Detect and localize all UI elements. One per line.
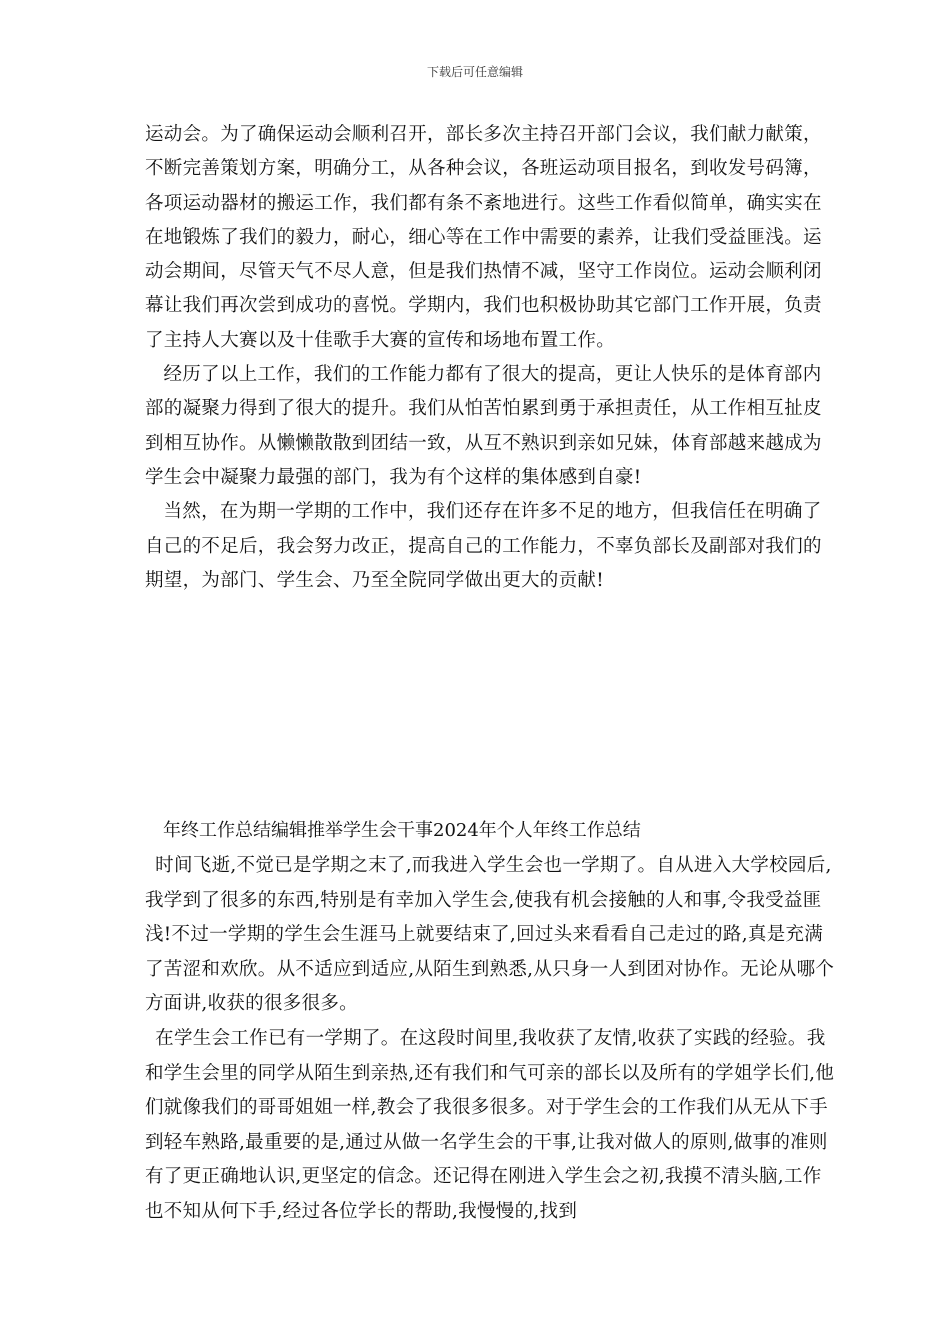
page-header-note: 下载后可任意编辑 [426,65,523,79]
paragraph-shortcomings: 当然，在为期一学期的工作中，我们还存在许多不足的地方，但我信任在明确了自己的不足后，我会努力改正，提高自己的工作能力，不辜负部长及副部对我们的期望，为部门、学生会、乃至全院同学做出更大的贡献! [145,501,822,591]
paragraph-sports-meet: 运动会。为了确保运动会顺利召开，部长多次主持召开部门会议，我们献力献策，不断完善策划方案，明确分工，从各种会议，各班运动项目报名，到收发号码簿，各项运动器材的搬运工作，我们都有条不紊地进行。这些工作看似简单，确实实在在地锻炼了我们的毅力，耐心，细心等在工作中需要的素养，让我们受益匪浅。运动会期间，尽管天气不尽人意，但是我们热情不减，坚守工作岗位。运动会顺利闭幕让我们再次尝到成功的喜悦。学期内，我们也积极协助其它部门工作开展，负责了主持人大赛以及十佳歌手大赛的宣传和场地布置工作。 [145,124,822,351]
report-continuation [145,118,835,598]
paragraph-time-flies: 时间飞逝,不觉已是学期之末了,而我进入学生会也一学期了。自从进入大学校园后,我学到了很多的东西,特别是有幸加入学生会,使我有机会接触的人和事,令我受益匪浅!不过一学期的学生会生涯马上就要结束了,回过头来看看自己走过的路,真是充满了苦涩和欢欣。从不适应到适应,从陌生到熟悉,从只身一人到团对协作。无论从哪个方面讲,收获的很多很多。 [145,855,835,1015]
paragraph-student-union-work: 在学生会工作已有一学期了。在这段时间里,我收获了友情,收获了实践的经验。我和学生会里的同学从陌生到亲热,还有我们和气可亲的部长以及所有的学姐学长们,他们就像我们的哥哥姐姐一样,教会了我很多很多。对于学生会的工作我们从无从下手到轻车熟路,最重要的是,通过从做一名学生会的干事,让我对做人的原则,做事的准则有了更正确地认识,更坚定的信念。还记得在刚进入学生会之初,我摸不清头脑,工作也不知从何下手,经过各位学长的帮助,我慢慢的,找到 [145,1027,835,1222]
article-title: 年终工作总结编辑推举学生会干事2024年个人年终工作总结 [163,820,641,841]
second-article [145,813,835,1230]
paragraph-teamwork-growth: 经历了以上工作，我们的工作能力都有了很大的提高，更让人快乐的是体育部内部的凝聚力得到了很大的提升。我们从怕苦怕累到勇于承担责任，从工作相互扯皮到相互协作。从懒懒散散到团结一致，从互不熟识到亲如兄妹，体育部越来越成为学生会中凝聚力最强的部门，我为有个这样的集体感到自豪! [145,364,822,488]
